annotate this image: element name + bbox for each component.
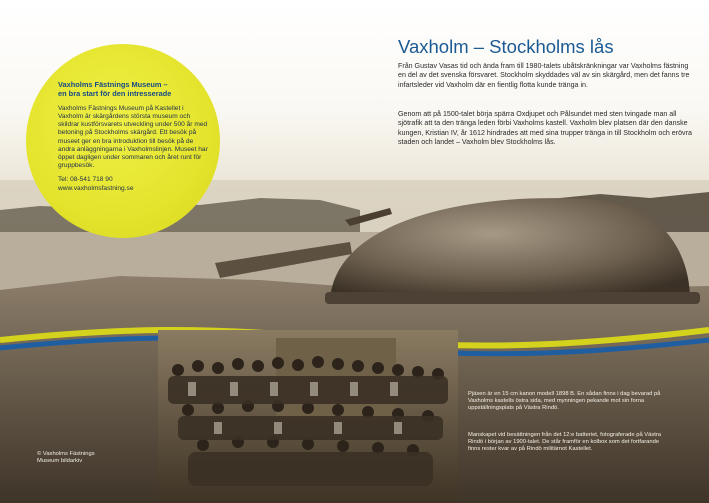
soldiers-caption: Manskapet vid besättningen från det 12:e batteriet, fotograferade på Västra Rindö i början av 1900-talet. De står framför en kolbox som det fortfarande finns rester kvar av på Rindö militärnot Kastellet.	[468, 432, 662, 453]
museum-heading-line2: en bra start för den intresserade	[58, 89, 172, 99]
museum-info-text	[58, 80, 210, 193]
soldiers-group-photo	[158, 330, 458, 503]
museum-description: Vaxholms Fästnings Museum på Kastellet i Vaxholm är skärgårdens största museum och skildrar kustförsvarets utveckling under 500 år med betoning på Stockholms skärgård. Ett besök på museet ger en bra introduktion till besök på de andra anläggningarna i Vaxholmslinjen. Museet har öppet dagligen under sommaren och året runt för gruppbesök.	[58, 104, 208, 170]
museum-phone: Tel: 08-541 718 90	[58, 176, 113, 184]
photo-credit-line2: Museum bildarkiv	[37, 458, 83, 465]
museum-contact	[58, 176, 210, 192]
intro-paragraph-2: Genom att på 1500-talet börja spärra Oxdjupet och Pålsundet med sten tvingade man all sjötrafik att ta den tränga leden förbi Vaxholms kastell. Vaxholm blev platsen där den danske kungen, Kristian IV, år 1612 hindrades att med sina trupper tränga in till Stockholm och erövra staden och landet – Vaxholm blev Stockholms lås.	[398, 110, 692, 146]
intro-paragraph-1: Från Gustav Vasas tid och ända fram till 1980-talets ubåtskränkningar var Vaxholms fästning en del av det svenska försvaret. Stockholm skyddades väl av sin skärgård, men det fanns tre infartsleder vid Vaxholm där en fientlig flotta kunde tränga in.	[398, 62, 690, 89]
photo-credit	[37, 451, 127, 466]
photo-credit-line1: © Vaxholms Fästnings	[37, 451, 95, 457]
museum-heading	[58, 80, 210, 99]
museum-heading-line1: Vaxholms Fästnings Museum –	[58, 80, 168, 89]
museum-website-link[interactable]: www.vaxholmsfastning.se	[58, 184, 134, 192]
page-title: Vaxholm – Stockholms lås	[398, 36, 614, 57]
cannon-caption: Pjäsen är en 15 cm kanon modell 1898 B. En sådan finns i dag bevarad på Vaxholms kastells östra sida, med mynningen pekande mot sin forna uppställningsplats på Västra Rindö.	[468, 391, 661, 412]
